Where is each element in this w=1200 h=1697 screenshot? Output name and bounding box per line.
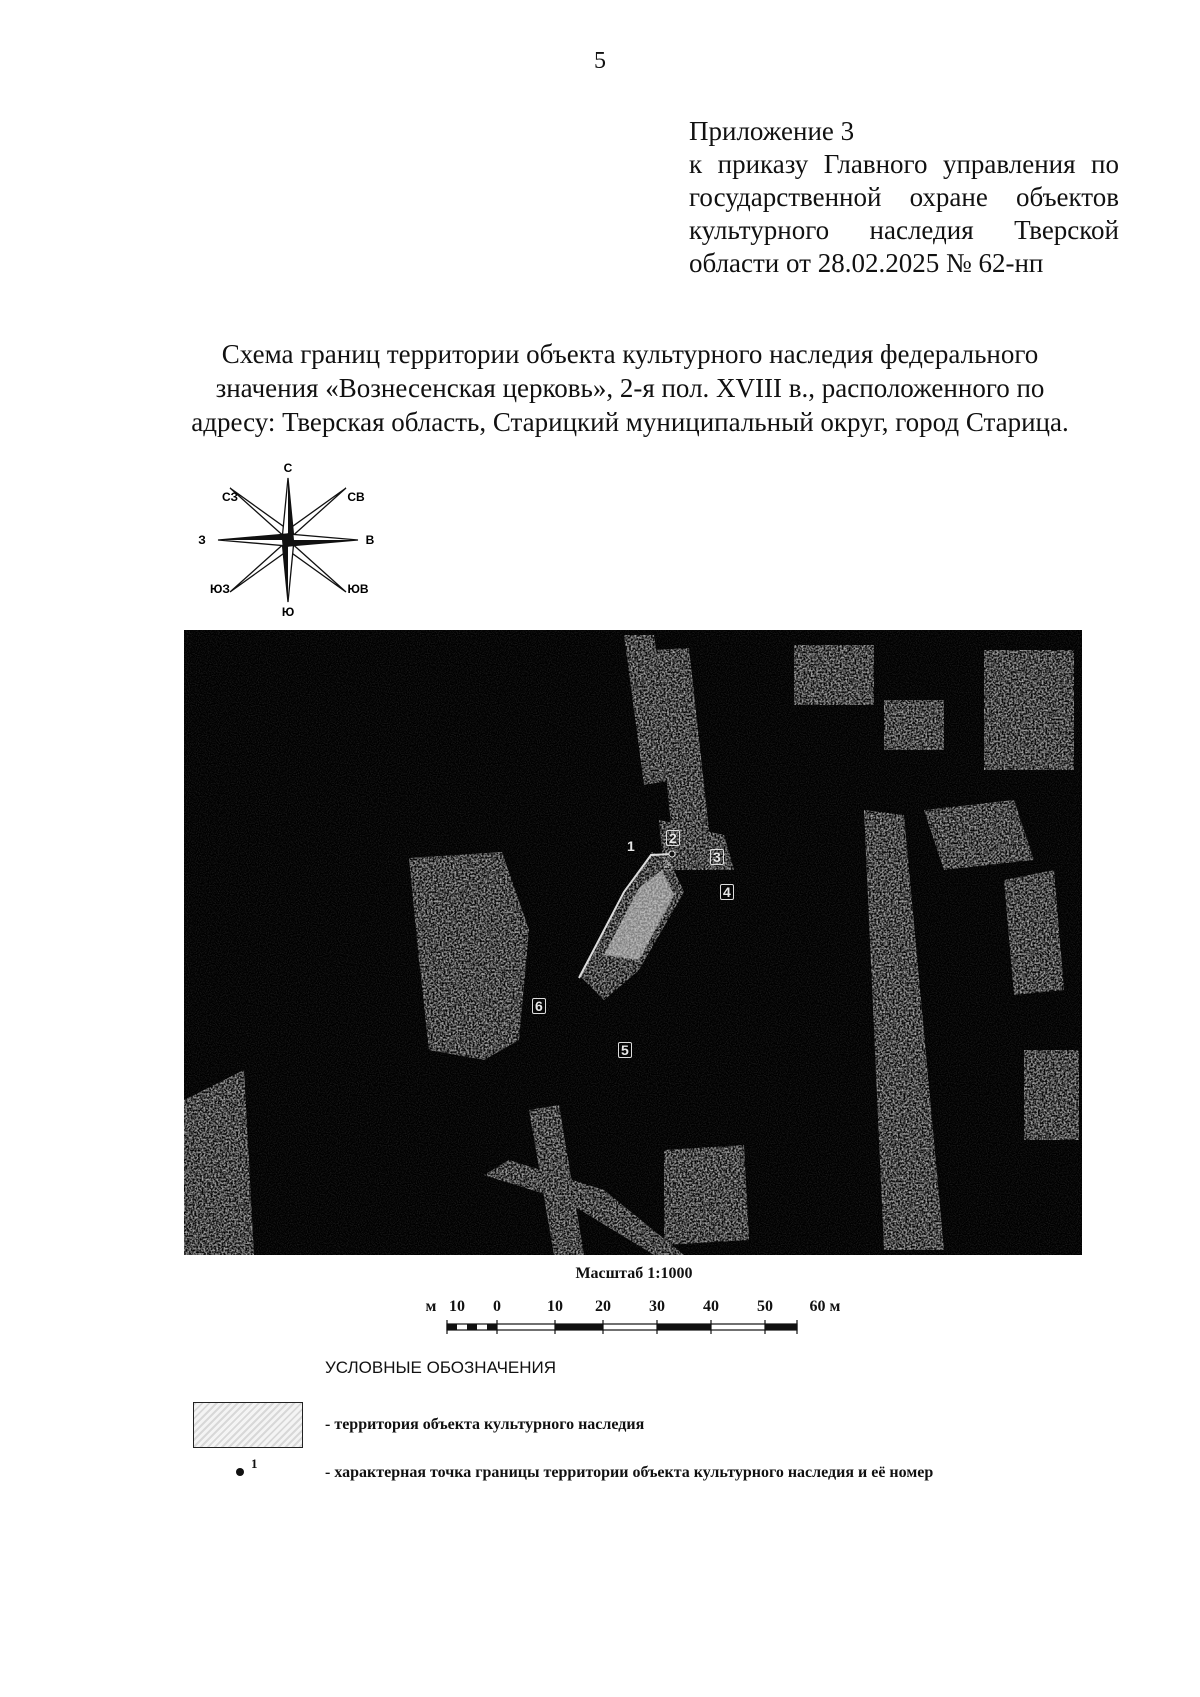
boundary-point-5-label: 5 [618,1042,632,1058]
hatched-area-icon [193,1402,303,1448]
scale-tick-label: 50 [757,1298,773,1315]
compass-w-label: З [198,533,206,547]
scale-unit-label: м [425,1298,437,1315]
compass-sw-label: ЮЗ [210,582,230,596]
compass-nw-label: СЗ [221,490,239,504]
legend-title: УСЛОВНЫЕ ОБОЗНАЧЕНИЯ [325,1358,557,1377]
scale-tick-label: 30 [649,1298,665,1315]
scale-tick-label: 0 [493,1298,501,1315]
appendix-line: государственной охране объектов [689,182,1119,212]
legend-point-number: 1 [251,1456,258,1471]
scale-ruler [425,1320,845,1336]
document-title [150,337,1110,439]
legend-item-territory: - территория объекта культурного наследия [325,1416,645,1433]
compass-s-label: Ю [281,605,295,619]
scale-tick-label: 60 м [809,1298,841,1315]
aerial-photo [184,630,1082,1255]
appendix-line: Приложение 3 [689,116,855,146]
title-line: значения «Вознесенская церковь», 2-я пол. XVIII в., расположенного по [215,373,1045,403]
appendix-header [689,115,1119,280]
boundary-point-icon [236,1468,244,1476]
boundary-point-1-label: 1 [627,838,635,854]
page-number: 5 [594,48,606,74]
boundary-point-3-label: 3 [710,849,724,865]
legend-item-boundary-point: - характерная точка границы территории объекта культурного наследия и её номер [325,1464,934,1481]
scale-tick-label: 10 [449,1298,465,1315]
compass-ne-label: СВ [347,490,365,504]
scale-bar [425,1298,845,1338]
compass-n-label: С [283,461,293,475]
scale-tick-label: 20 [595,1298,611,1315]
compass-rose-icon [190,460,390,620]
aerial-map [184,630,1082,1255]
scale-title: Масштаб 1:1000 [575,1265,693,1282]
compass-e-label: В [365,533,375,547]
boundary-point-6-label: 6 [532,998,546,1014]
boundary-point-2-label: 2 [666,830,680,846]
title-line: адресу: Тверская область, Старицкий муниципальный округ, город Старица. [191,407,1069,437]
appendix-line: культурного наследия Тверской [689,215,1119,245]
boundary-point-4-label: 4 [720,884,734,900]
compass-se-label: ЮВ [347,582,369,596]
appendix-line: области от 28.02.2025 № 62-нп [689,248,1044,278]
scale-tick-label: 40 [703,1298,719,1315]
scale-tick-label: 10 [547,1298,563,1315]
appendix-line: к приказу Главного управления по [689,149,1119,179]
title-line: Схема границ территории объекта культурного наследия федерального [221,339,1039,369]
